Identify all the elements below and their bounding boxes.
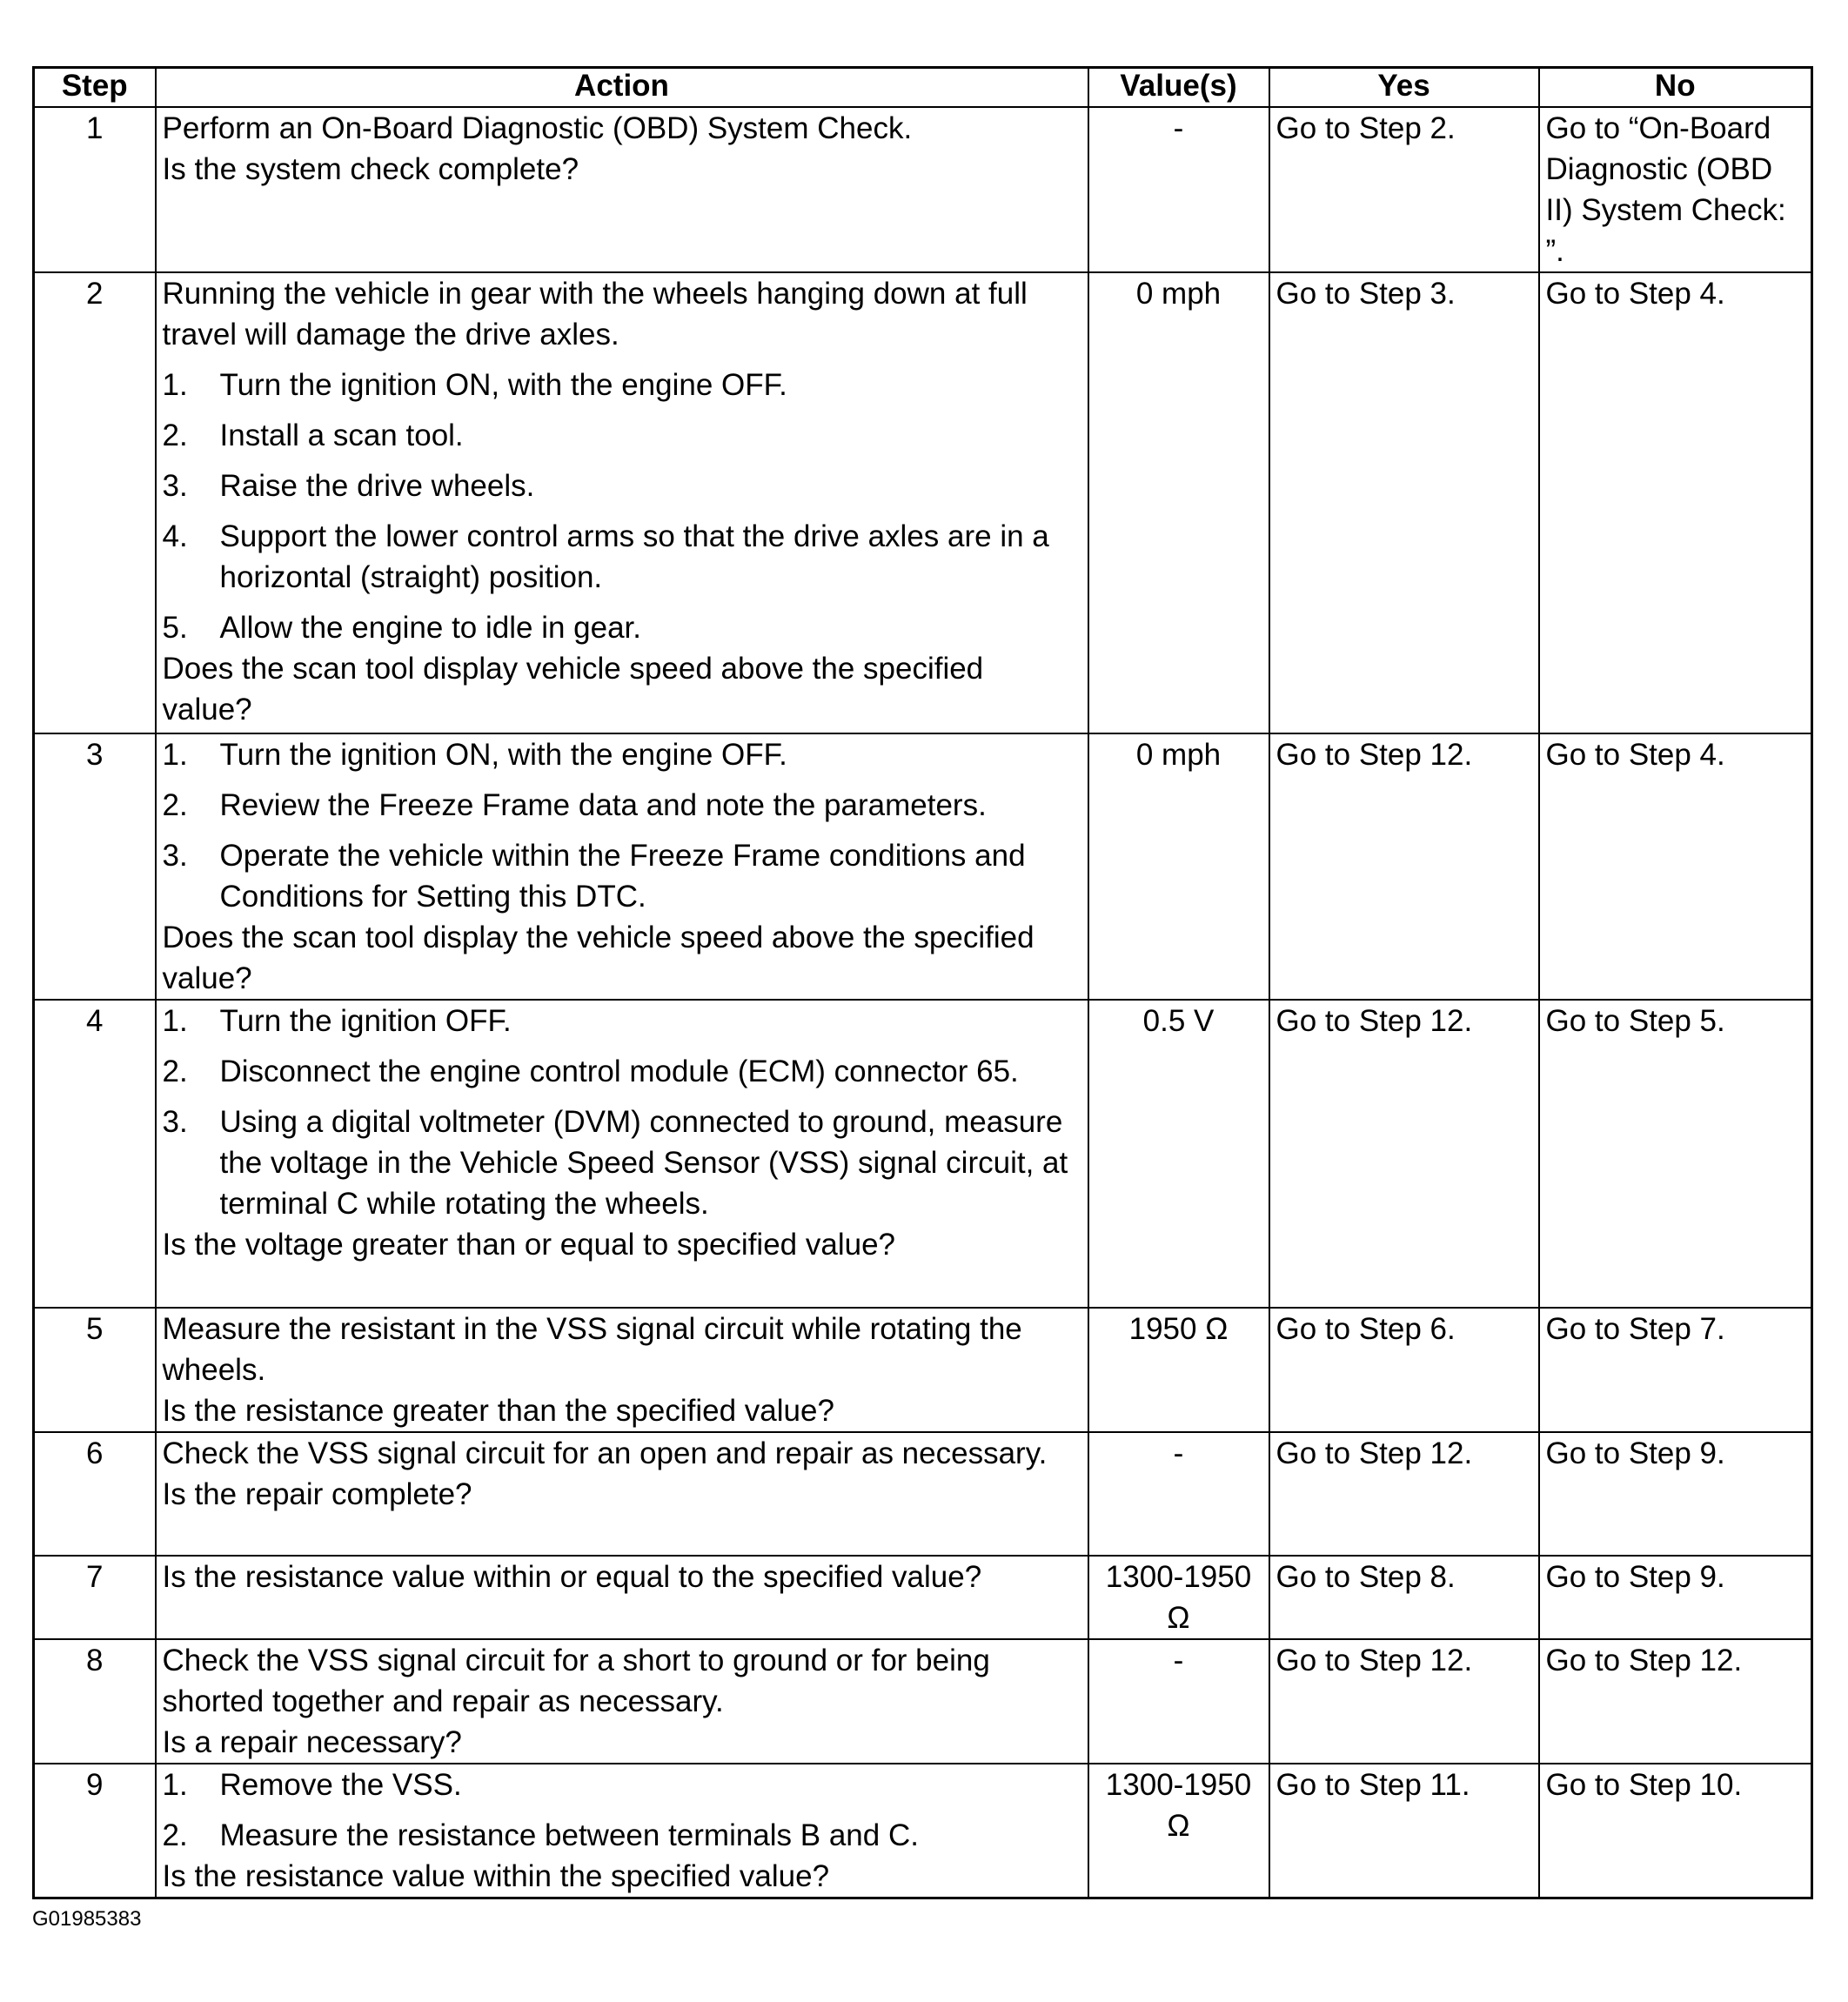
table-row	[34, 1556, 1812, 1639]
action-step-item	[163, 465, 1081, 506]
action-step-text: Install a scan tool.	[219, 418, 464, 452]
no-outcome: Go to Step 10.	[1539, 1764, 1812, 1898]
action-cell	[156, 1432, 1088, 1556]
action-step-text: Disconnect the engine control module (ECM) connector 65.	[219, 1055, 1019, 1088]
no-outcome: Go to Step 7.	[1539, 1308, 1812, 1432]
action-step-text: Turn the ignition ON, with the engine OFF.	[219, 738, 787, 772]
table-row	[34, 272, 1812, 733]
action-lead-text: Perform an On-Board Diagnostic (OBD) System Check.	[162, 111, 913, 145]
value-cell: 0.5 V	[1088, 1000, 1269, 1308]
action-cell	[156, 272, 1088, 733]
action-step-number: 3.	[162, 469, 188, 503]
action-question: Is the resistance greater than the specified value?	[162, 1394, 834, 1428]
table-header-row	[34, 68, 1812, 108]
action-step-item	[163, 1815, 1081, 1856]
action-step-number: 2.	[162, 788, 188, 822]
value-cell: -	[1088, 107, 1269, 272]
action-steps-list	[163, 734, 1081, 917]
yes-outcome: Go to Step 3.	[1269, 272, 1539, 733]
yes-outcome: Go to Step 11.	[1269, 1764, 1539, 1898]
action-lead-text: Check the VSS signal circuit for an open and repair as necessary.	[162, 1436, 1048, 1470]
yes-outcome: Go to Step 8.	[1269, 1556, 1539, 1639]
header-step: Step	[34, 68, 156, 108]
yes-outcome: Go to Step 12.	[1269, 1000, 1539, 1308]
action-step-item	[163, 1101, 1081, 1224]
action-step-number: 1.	[162, 1004, 188, 1038]
action-step-text: Support the lower control arms so that the drive axles are in a horizontal (straight) position.	[219, 519, 1049, 594]
action-question: Does the scan tool display the vehicle speed above the specified value?	[162, 921, 1034, 995]
figure-id: G01985383	[32, 1907, 142, 1931]
table-row	[34, 1000, 1812, 1308]
action-step-text: Remove the VSS.	[219, 1768, 462, 1802]
action-step-number: 3.	[162, 1105, 188, 1139]
yes-outcome: Go to Step 12.	[1269, 1432, 1539, 1556]
action-step-number: 1.	[162, 368, 188, 402]
action-step-number: 1.	[162, 1768, 188, 1802]
table-row	[34, 107, 1812, 272]
table-body	[34, 107, 1812, 1898]
action-step-item	[163, 365, 1081, 405]
action-step-number: 2.	[162, 1818, 188, 1852]
header-values: Value(s)	[1088, 68, 1269, 108]
action-lead-text: Running the vehicle in gear with the wheels hanging down at full travel will damage the drive axles.	[162, 277, 1028, 352]
action-step-item	[163, 734, 1081, 775]
no-outcome: Go to Step 5.	[1539, 1000, 1812, 1308]
action-step-number: 2.	[162, 418, 188, 452]
yes-outcome: Go to Step 6.	[1269, 1308, 1539, 1432]
action-step-text: Turn the ignition OFF.	[219, 1004, 512, 1038]
no-outcome: Go to Step 12.	[1539, 1639, 1812, 1764]
value-cell: 1950 Ω	[1088, 1308, 1269, 1432]
action-step-text: Turn the ignition ON, with the engine OFF.	[219, 368, 787, 402]
action-step-number: 2.	[162, 1055, 188, 1088]
yes-outcome: Go to Step 2.	[1269, 107, 1539, 272]
action-cell	[156, 1764, 1088, 1898]
action-question: Is the system check complete?	[162, 152, 579, 186]
value-cell: -	[1088, 1432, 1269, 1556]
action-step-item	[163, 785, 1081, 826]
action-step-number: 5.	[162, 611, 188, 645]
step-number: 1	[34, 107, 156, 272]
step-number: 5	[34, 1308, 156, 1432]
action-step-text: Review the Freeze Frame data and note the parameters.	[219, 788, 987, 822]
diagnostic-table	[32, 66, 1813, 1899]
step-number: 4	[34, 1000, 156, 1308]
no-outcome: Go to Step 4.	[1539, 733, 1812, 1000]
value-cell: 1300-1950 Ω	[1088, 1556, 1269, 1639]
action-step-text: Allow the engine to idle in gear.	[219, 611, 641, 645]
action-cell	[156, 1000, 1088, 1308]
action-step-item	[163, 1764, 1081, 1805]
action-step-text: Operate the vehicle within the Freeze Frame conditions and Conditions for Setting this DTC.	[219, 839, 1026, 914]
no-outcome: Go to “On-Board Diagnostic (OBD II) System Check: ”.	[1539, 107, 1812, 272]
table-row	[34, 1764, 1812, 1898]
action-steps-list	[163, 1764, 1081, 1856]
step-number: 9	[34, 1764, 156, 1898]
action-steps-list	[163, 365, 1081, 648]
table-row	[34, 1432, 1812, 1556]
action-question: Is the resistance value within the specified value?	[162, 1859, 830, 1893]
action-step-item	[163, 835, 1081, 917]
table-row	[34, 1308, 1812, 1432]
step-number: 6	[34, 1432, 156, 1556]
action-cell	[156, 107, 1088, 272]
step-number: 8	[34, 1639, 156, 1764]
table-row	[34, 733, 1812, 1000]
action-question: Is a repair necessary?	[162, 1725, 462, 1759]
action-step-number: 4.	[162, 519, 188, 553]
action-lead-text: Check the VSS signal circuit for a short to ground or for being shorted together and repair as necessary.	[162, 1644, 990, 1718]
value-cell: 0 mph	[1088, 733, 1269, 1000]
action-step-number: 3.	[162, 839, 188, 873]
action-cell	[156, 1556, 1088, 1639]
no-outcome: Go to Step 9.	[1539, 1432, 1812, 1556]
value-cell: -	[1088, 1639, 1269, 1764]
action-question: Is the voltage greater than or equal to specified value?	[162, 1228, 895, 1262]
action-question: Is the repair complete?	[162, 1477, 472, 1511]
action-lead-text: Measure the resistant in the VSS signal circuit while rotating the wheels.	[162, 1312, 1022, 1387]
action-step-item	[163, 1001, 1081, 1041]
table-row	[34, 1639, 1812, 1764]
action-steps-list	[163, 1001, 1081, 1224]
action-step-number: 1.	[162, 738, 188, 772]
action-cell	[156, 1639, 1088, 1764]
action-question: Does the scan tool display vehicle speed above the specified value?	[162, 652, 984, 726]
yes-outcome: Go to Step 12.	[1269, 733, 1539, 1000]
no-outcome: Go to Step 9.	[1539, 1556, 1812, 1639]
action-step-text: Using a digital voltmeter (DVM) connected to ground, measure the voltage in the Vehicle Speed Sensor (VSS) signal circuit, at terminal C while rotating the wheels.	[219, 1105, 1068, 1221]
header-no: No	[1539, 68, 1812, 108]
action-step-item	[163, 516, 1081, 598]
step-number: 3	[34, 733, 156, 1000]
action-cell	[156, 1308, 1088, 1432]
action-step-item	[163, 1051, 1081, 1092]
yes-outcome: Go to Step 12.	[1269, 1639, 1539, 1764]
action-step-text: Raise the drive wheels.	[219, 469, 535, 503]
value-cell: 1300-1950 Ω	[1088, 1764, 1269, 1898]
action-step-item	[163, 415, 1081, 456]
action-step-text: Measure the resistance between terminals B and C.	[219, 1818, 919, 1852]
value-cell: 0 mph	[1088, 272, 1269, 733]
action-question: Is the resistance value within or equal to the specified value?	[162, 1560, 982, 1594]
step-number: 7	[34, 1556, 156, 1639]
no-outcome: Go to Step 4.	[1539, 272, 1812, 733]
header-action: Action	[156, 68, 1088, 108]
step-number: 2	[34, 272, 156, 733]
header-yes: Yes	[1269, 68, 1539, 108]
action-cell	[156, 733, 1088, 1000]
action-step-item	[163, 607, 1081, 648]
